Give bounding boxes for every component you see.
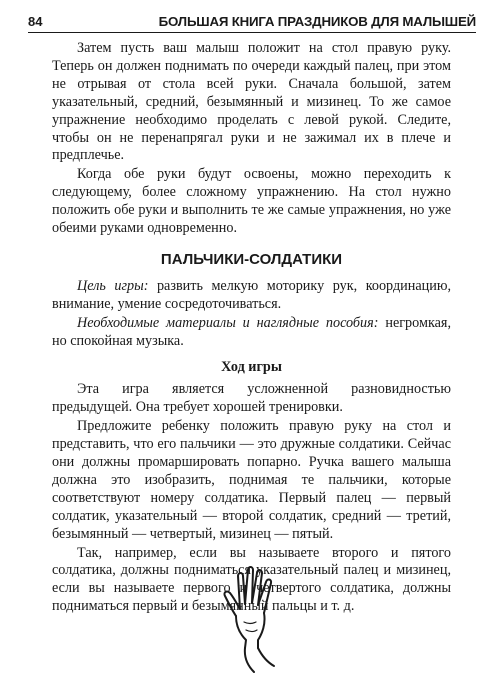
goal-label: Цель игры: (77, 277, 149, 294)
page-header (28, 14, 476, 33)
materials-text: негромкая, но спокойная музыка. (52, 314, 451, 349)
paragraph: Когда обе руки будут освоены, можно переходить к следующему, более сложному упражнению. На стол нужно положить обе руки и выполнить те же самые упражнения, но уже обеими руками одновременно. (52, 166, 451, 237)
subsection-title: Ход игры (221, 358, 282, 375)
goal-paragraph (52, 278, 451, 314)
section-title: ПАЛЬЧИКИ-СОЛДАТИКИ (160, 250, 343, 268)
running-title: БОЛЬШАЯ КНИГА ПРАЗДНИКОВ ДЛЯ МАЛЫШЕЙ (158, 14, 476, 29)
goal-text: развить мелкую моторику рук, координацию, внимание, умение сосредоточиваться. (52, 277, 451, 312)
hand-drawing-icon (222, 566, 284, 676)
page-number: 84 (28, 14, 43, 29)
materials-paragraph (52, 315, 451, 351)
paragraph: Затем пусть ваш малыш положит на стол правую руку. Теперь он должен поднимать по очереди каждый палец, при этом не отрывая от стола всей руки. Сначала большой, затем указательный, средний, безымянный и мизинец. То же самое упражнение необходимо проделать с левой рукой. Следите, чтобы он не перенапрягал руки и не зажимал их в плече и предплечье. (52, 40, 451, 164)
paragraph: Предложите ребенку положить правую руку на стол и представить, что его пальчики — это дружные солдатики. Сейчас они должны промаршировать попарно. Ручка вашего малыша должна это изобразить, поднимая те пальчики, которые соответствуют номеру солдатика. Первый палец — первый солдатик, указательный — второй солдатик, средний — третий, безымянный — четвертый, мизинец — пятый. (52, 418, 451, 542)
paragraph: Так, например, если вы называете второго и пятого солдатика, должны подниматься указательный палец и мизинец, если вы называете первого и четвертого солдатика, должны подниматься первый и безымянный пальцы и т. д. (52, 544, 451, 615)
materials-label: Необходимые материалы и наглядные пособия: (77, 314, 379, 331)
page-content (52, 40, 451, 616)
paragraph: Эта игра является усложненной разновидностью предыдущей. Она требует хорошей тренировки. (52, 381, 451, 416)
